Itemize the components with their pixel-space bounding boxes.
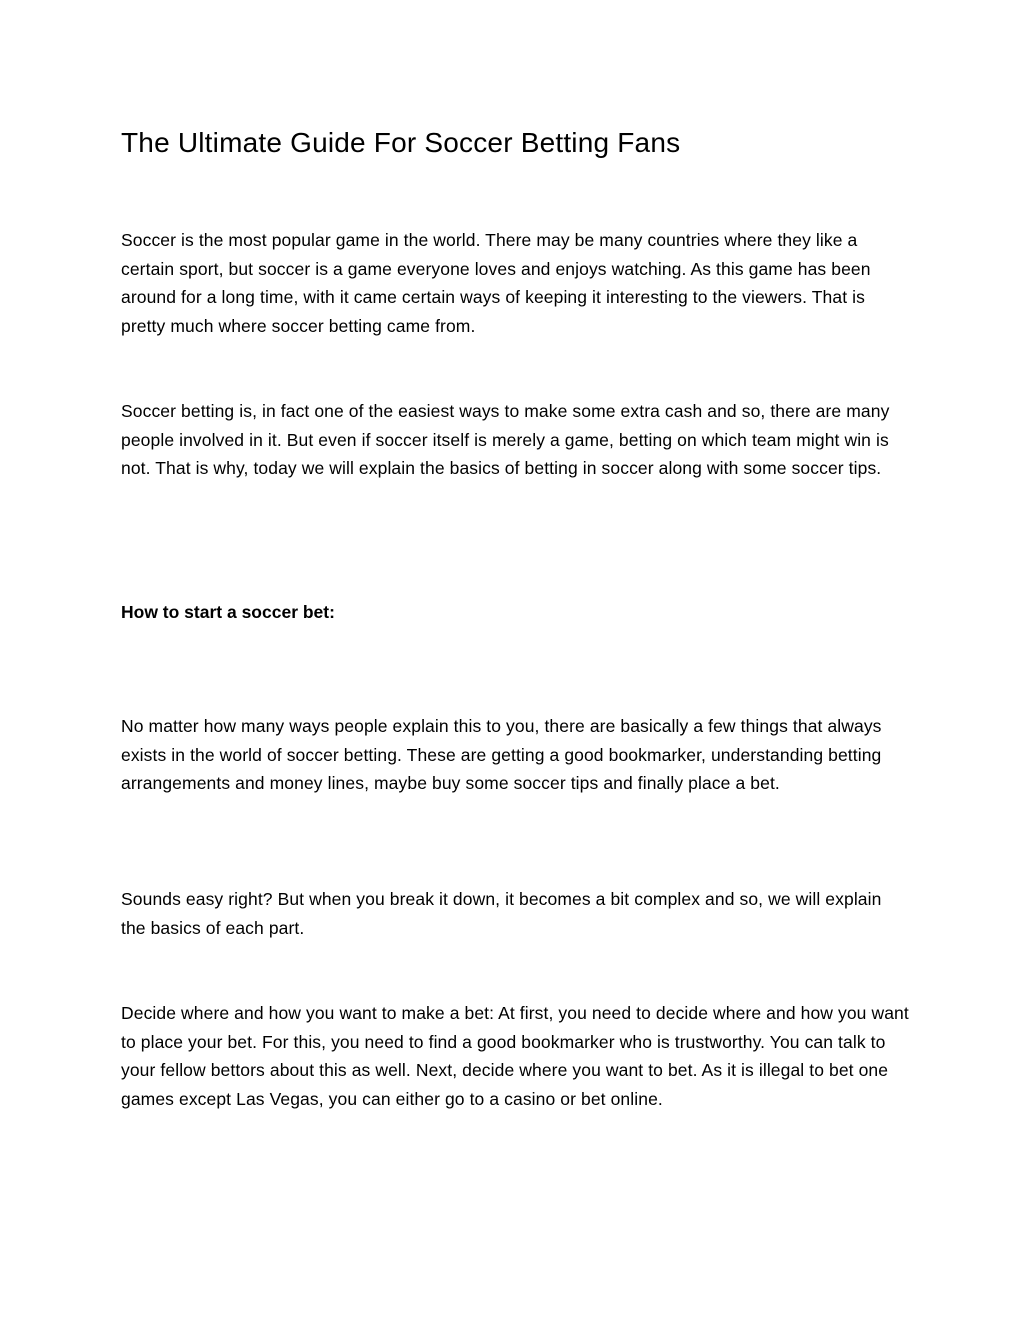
- paragraph-sounds-easy: Sounds easy right? But when you break it down, it becomes a bit complex and so, we will explain the basics of each part.: [121, 889, 882, 938]
- document-title: The Ultimate Guide For Soccer Betting Fans: [121, 127, 681, 158]
- paragraph-betting-overview: Soccer betting is, in fact one of the easiest ways to make some extra cash and so, there are many people involved in it. But even if soccer itself is merely a game, betting on which team might win is not. That is why, today we will explain the basics of betting in soccer along with some soccer tips.: [121, 401, 890, 479]
- section-heading: How to start a soccer bet:: [121, 602, 335, 622]
- paragraph-intro: Soccer is the most popular game in the world. There may be many countries where they like a certain sport, but soccer is a game everyone loves and enjoys watching. As this game has been around for a long time, with it came certain ways of keeping it interesting to the viewers. That is pretty much where soccer betting came from.: [121, 230, 871, 337]
- paragraph-decide-where: Decide where and how you want to make a bet: At first, you need to decide where and how you want to place your bet. For this, you need to find a good bookmarker who is trustworthy. You can talk to your fellow bettors about this as well. Next, decide where you want to bet. As it is illegal to bet one games except Las Vegas, you can either go to a casino or bet online.: [121, 1003, 909, 1110]
- paragraph-basics: No matter how many ways people explain this to you, there are basically a few things that always exists in the world of soccer betting. These are getting a good bookmarker, understanding betting arrangements and money lines, maybe buy some soccer tips and finally place a bet.: [121, 716, 882, 794]
